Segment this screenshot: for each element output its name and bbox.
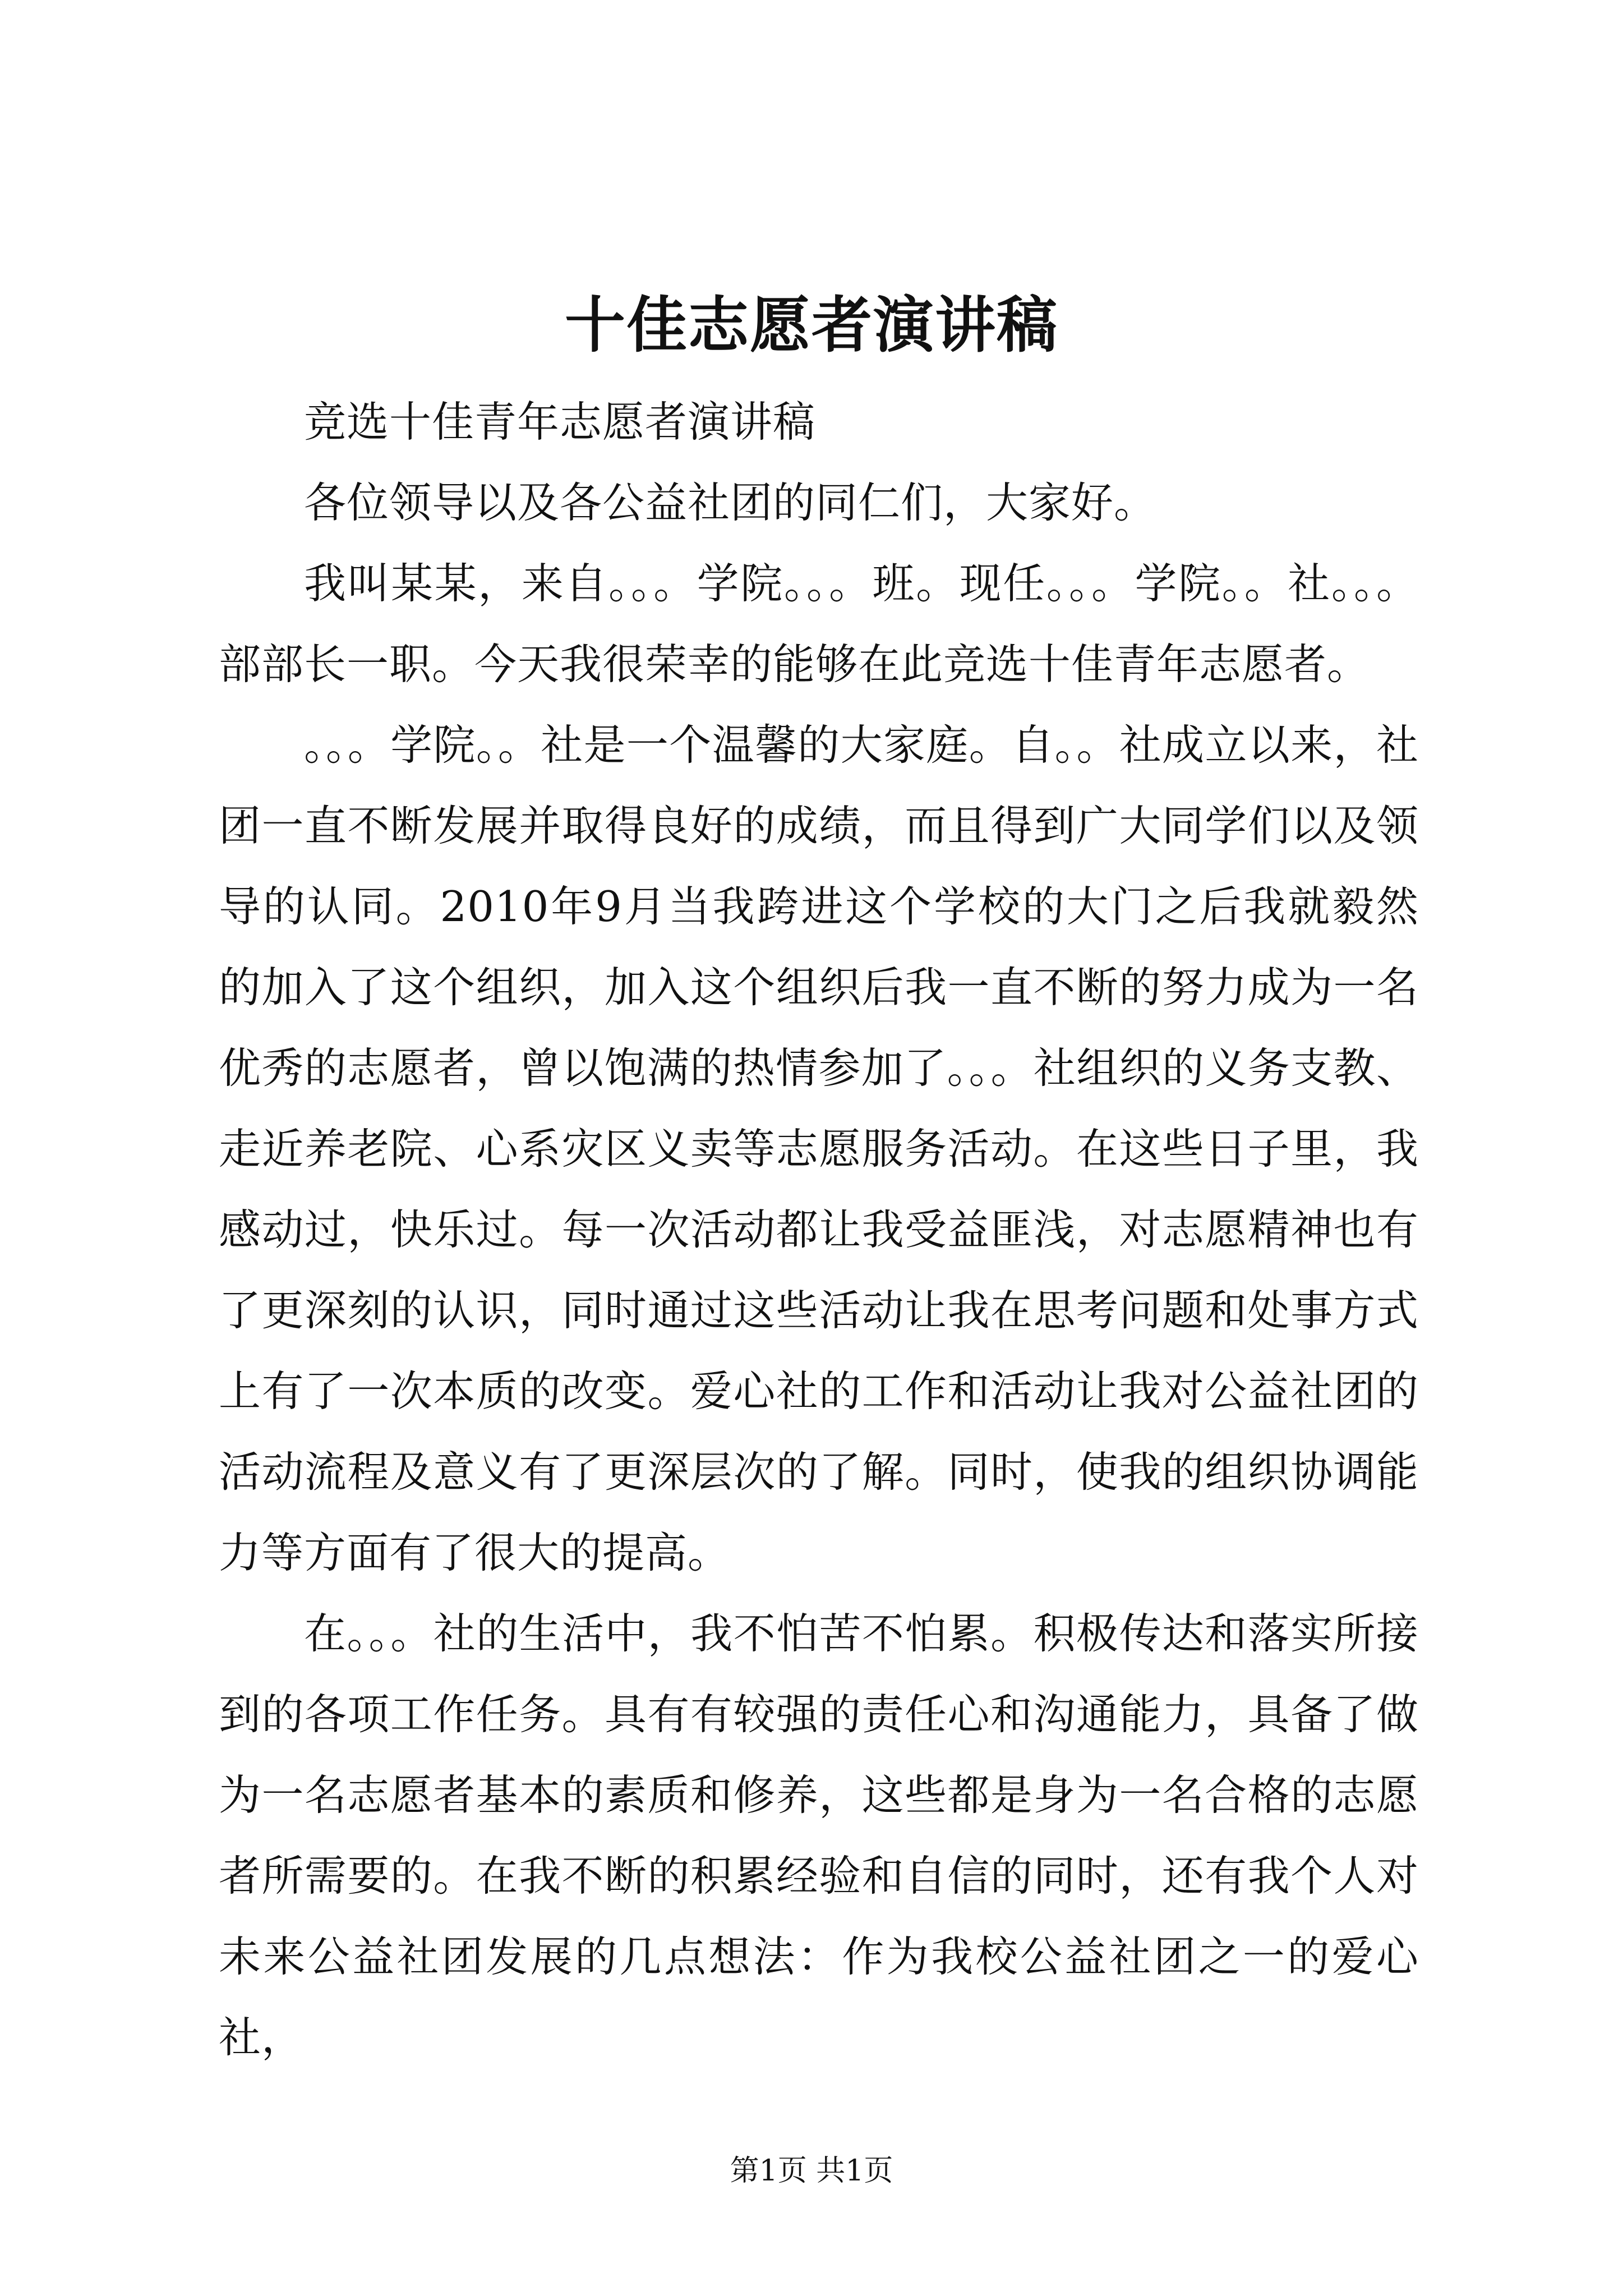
- document-body: [219, 381, 1419, 2078]
- paragraph-experience: 。。。学院。。社是一个温馨的大家庭。自。。社成立以来，社团一直不断发展并取得良好的成绩，而且得到广大同学们以及领导的认同。2010年9月当我跨进这个学校的大门之后我就毅然的加入了这个组织，加入这个组织后我一直不断的努力成为一名优秀的志愿者，曾以饱满的热情参加了。。。社组织的义务支教、走近养老院、心系灾区义卖等志愿服务活动。在这些日子里，我感动过，快乐过。每一次活动都让我受益匪浅，对志愿精神也有了更深刻的认识，同时通过这些活动让我在思考问题和处事方式上有了一次本质的改变。爱心社的工作和活动让我对公益社团的活动流程及意义有了更深层次的了解。同时，使我的组织协调能力等方面有了很大的提高。: [219, 720, 1419, 1577]
- paragraph-introduction: 我叫某某，来自。。。学院。。。班。现任。。。学院。。社。。。部部长一职。今天我很荣幸的能够在此竞选十佳青年志愿者。: [219, 559, 1419, 689]
- paragraph-subtitle: 竞选十佳青年志愿者演讲稿: [304, 397, 816, 447]
- page-footer: 第1页 共1页: [730, 2154, 893, 2188]
- paragraph-qualities: 在。。。社的生活中，我不怕苦不怕累。积极传达和落实所接到的各项工作任务。具有有较强的责任心和沟通能力，具备了做为一名志愿者基本的素质和修养，这些都是身为一名合格的志愿者所需要的。在我不断的积累经验和自信的同时，还有我个人对未来公益社团发展的几点想法：作为我校公益社团之一的爱心社，: [219, 1609, 1419, 2062]
- document-title: 十佳志愿者演讲稿: [564, 290, 1058, 361]
- paragraph-greeting: 各位领导以及各公益社团的同仁们，大家好。: [304, 478, 1157, 527]
